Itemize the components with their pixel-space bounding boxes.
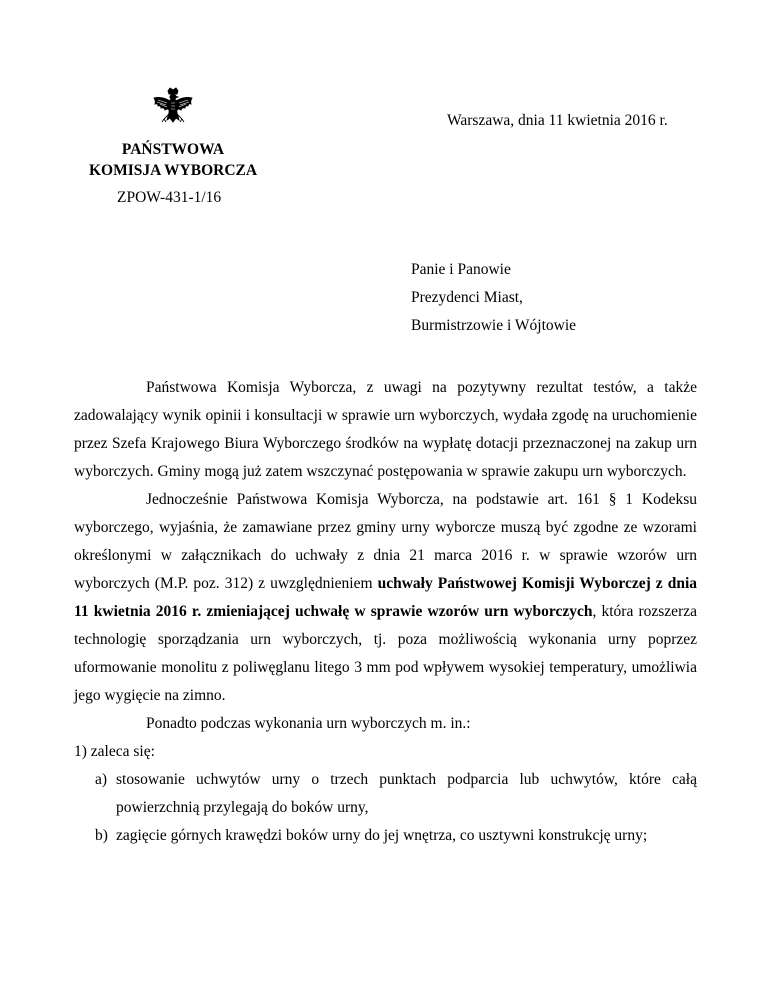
recipient-line: Prezydenci Miast, — [411, 289, 523, 306]
recipients-block — [411, 256, 576, 340]
list-item-1: 1) zaleca się: — [74, 743, 155, 760]
organization-name-line1: PAŃSTWOWA — [121, 141, 225, 158]
recipient-line: Panie i Panowie — [411, 261, 511, 278]
sub-item-b — [74, 822, 697, 850]
polish-eagle-emblem — [150, 86, 196, 132]
paragraph-3: Ponadto podczas wykonania urn wyborczych m. in.: — [146, 715, 471, 732]
paragraph-1: Państwowa Komisja Wyborcza, z uwagi na pozytywny rezultat testów, a także zadowalający wynik opinii i konsultacji w sprawie urn wyborczych, wydała zgodę na uruchomienie przez Szefa Krajowego Biura Wyborczego środków na wypłatę dotacji przeznaczonej na zakup urn wyborczych. Gminy mogą już zatem wszczynać postępowania w sprawie zakupu urn wyborczych. — [74, 379, 697, 480]
case-reference: ZPOW-431-1/16 — [117, 189, 222, 206]
place-date: Warszawa, dnia 11 kwietnia 2016 r. — [447, 112, 668, 129]
paragraph-2-bold: uchwały Państwowej Komisji Wyborczej z dnia 11 kwietnia 2016 r. zmieniającej uchwałę w sprawie wzorów urn wyborczych — [74, 575, 698, 620]
paragraph-2-text-a: Jednocześnie Państwowa Komisja Wyborcza, na podstawie art. 161 § 1 Kodeksu wyborczego, wyjaśnia, że zamawiane przez gminy urny wyborcze muszą być zgodne ze wzorami określonymi w załącznikach do uchwały z dnia 21 marca 2016 r. w sprawie wzorów urn wyborczych (M.P. poz. 312) z uwzględnieniem — [74, 491, 697, 592]
sub-item-b-marker: b) — [95, 827, 108, 844]
organization-name — [74, 139, 272, 181]
organization-name-line2: KOMISJA WYBORCZA — [88, 162, 258, 179]
sub-item-a — [74, 766, 697, 822]
paragraph-2 — [74, 486, 697, 710]
sub-item-b-text: zagięcie górnych krawędzi boków urny do jej wnętrza, co usztywni konstrukcję urny; — [116, 827, 648, 844]
paragraph-2-text-b: , która rozszerza technologię sporządzania urn wyborczych, tj. poza możliwością wykonania urny poprzez uformowanie monolitu z poliwęglanu litego 3 mm pod wpływem wysokiej temperatury, umożliwia jego wygięcie na zimno. — [74, 603, 697, 704]
letter-body — [74, 374, 697, 850]
recipient-line: Burmistrzowie i Wójtowie — [411, 317, 577, 334]
sub-item-a-text: stosowanie uchwytów urny o trzech punktach podparcia lub uchwytów, które całą powierzchnią przylegają do boków urny, — [116, 771, 697, 816]
sub-item-a-marker: a) — [95, 771, 108, 788]
